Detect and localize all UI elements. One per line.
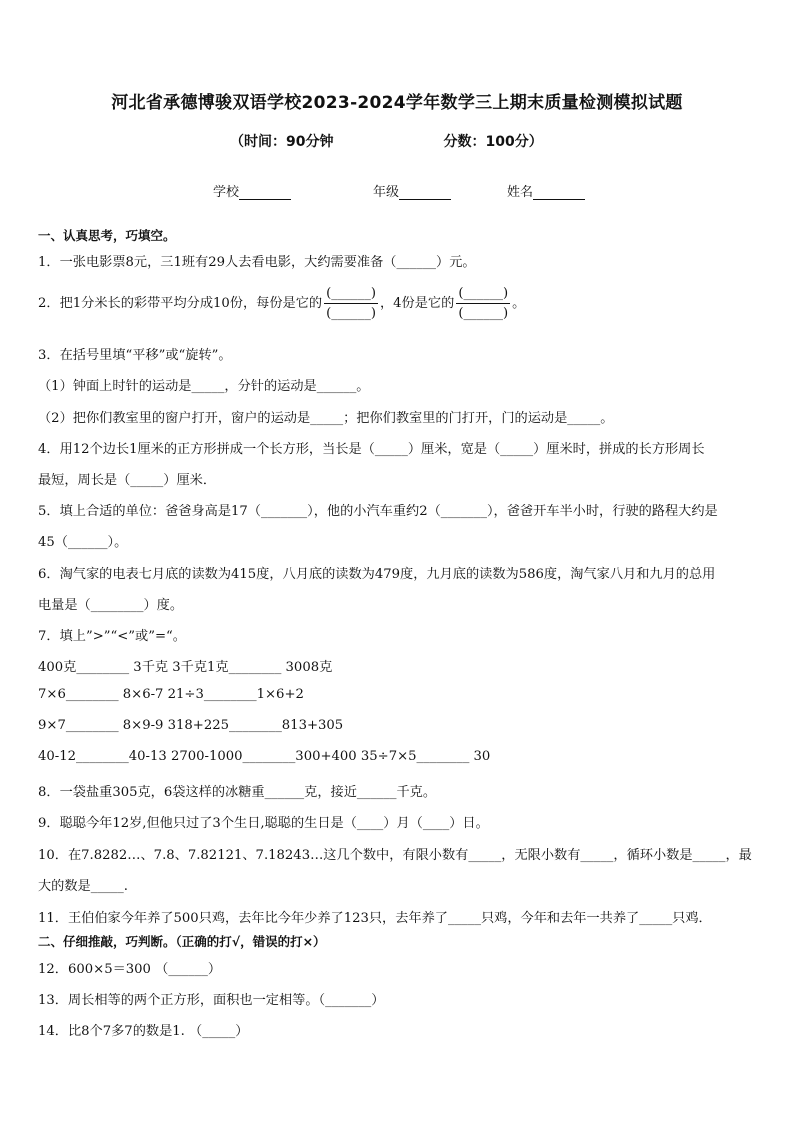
question-5-line-1: 5．填上合适的单位：爸爸身高是17（_______），他的小汽车重约2（_______），爸爸开车半小时，行驶的路程大约是 bbox=[38, 504, 718, 519]
question-7-intro: 7．填上”>”“<”或”=“。 bbox=[38, 629, 186, 644]
question-3-intro: 3．在括号里填“平移”或“旋转”。 bbox=[38, 348, 232, 363]
question-10-line-1: 10．在7.8282…、7.8、7.82121、7.18243…这几个数中，有限小数有_____，无限小数有_____，循环小数是_____，最 bbox=[38, 848, 752, 863]
question-13: 13．周长相等的两个正方形，面积也一定相等。（_______） bbox=[38, 993, 385, 1008]
question-7-row-1: 400克________ 3千克 3千克1克________ 3008克 bbox=[38, 660, 333, 675]
name-field[interactable] bbox=[507, 181, 585, 200]
question-4-line-1: 4．用12个边长1厘米的正方形拼成一个长方形，当长是（_____）厘米，宽是（_____）厘米时，拼成的长方形周长 bbox=[38, 442, 705, 457]
question-9: 9．聪聪今年12岁,但他只过了3个生日,聪聪的生日是（____）月（____）日。 bbox=[38, 816, 489, 831]
grade-label: 年级 bbox=[373, 185, 400, 200]
question-7-row-2: 7×6________ 8×6-7 21÷3________1×6+2 bbox=[38, 687, 304, 702]
q2-text-end: 。 bbox=[512, 296, 526, 311]
question-1: 1．一张电影票8元，三1班有29人去看电影，大约需要准备（______）元。 bbox=[38, 255, 476, 270]
question-8: 8．一袋盐重305克，6袋这样的冰糖重______克，接近______千克。 bbox=[38, 785, 437, 800]
fraction-blank-2[interactable]: $\frac{(\_\_\_\_\_\_)}{(\_\_\_\_\_\_)}$ bbox=[458, 286, 509, 321]
q2-text-mid: ，4份是它的 bbox=[379, 296, 455, 311]
question-7-row-3: 9×7________ 8×9-9 318+225________813+305 bbox=[38, 718, 344, 733]
q2-text-a: 2．把1分米长的彩带平均分成10份，每份是它的 bbox=[38, 296, 323, 311]
school-label: 学校 bbox=[213, 185, 240, 200]
question-14: 14．比8个7多7的数是1. （_____） bbox=[38, 1024, 249, 1039]
question-2 bbox=[38, 284, 525, 323]
score-label: 分数：100分） bbox=[443, 134, 543, 150]
section-1-heading: 一、认真思考，巧填空。 bbox=[38, 228, 176, 243]
question-3-part-1: （1）钟面上时针的运动是_____，分针的运动是______。 bbox=[38, 379, 370, 394]
school-field[interactable] bbox=[213, 181, 291, 200]
grade-field[interactable] bbox=[373, 181, 451, 200]
question-10-line-2: 大的数是_____. bbox=[38, 879, 128, 894]
time-label: （时间：90分钟 bbox=[230, 134, 334, 150]
question-7-row-4: 40-12________40-13 2700-1000________300+400 35÷7×5________ 30 bbox=[38, 749, 491, 764]
section-2-heading: 二、仔细推敲，巧判断。（正确的打√，错误的打×） bbox=[38, 934, 326, 949]
question-4-line-2: 最短，周长是（_____）厘米． bbox=[38, 473, 217, 488]
exam-info bbox=[230, 131, 543, 151]
page-title: 河北省承德博骏双语学校2023-2024学年数学三上期末质量检测模拟试题 bbox=[111, 93, 683, 113]
question-11: 11．王伯伯家今年养了500只鸡，去年比今年少养了123只，去年养了_____只鸡，今年和去年一共养了_____只鸡． bbox=[38, 911, 712, 926]
question-3-part-2: （2）把你们教室里的窗户打开，窗户的运动是_____；把你们教室里的门打开，门的运动是_____。 bbox=[38, 411, 614, 426]
name-label: 姓名 bbox=[507, 185, 534, 200]
question-6-line-1: 6．淘气家的电表七月底的读数为415度，八月底的读数为479度，九月底的读数为586度，淘气家八月和九月的总用 bbox=[38, 567, 716, 582]
question-12: 12．600×5＝300 （______） bbox=[38, 962, 222, 977]
question-6-line-2: 电量是（________）度。 bbox=[38, 598, 184, 613]
fraction-blank-1[interactable]: $\frac{(\_\_\_\_\_\_)}{(\_\_\_\_\_\_)}$ bbox=[326, 286, 376, 321]
question-5-line-2: 45（______）。 bbox=[38, 535, 128, 550]
